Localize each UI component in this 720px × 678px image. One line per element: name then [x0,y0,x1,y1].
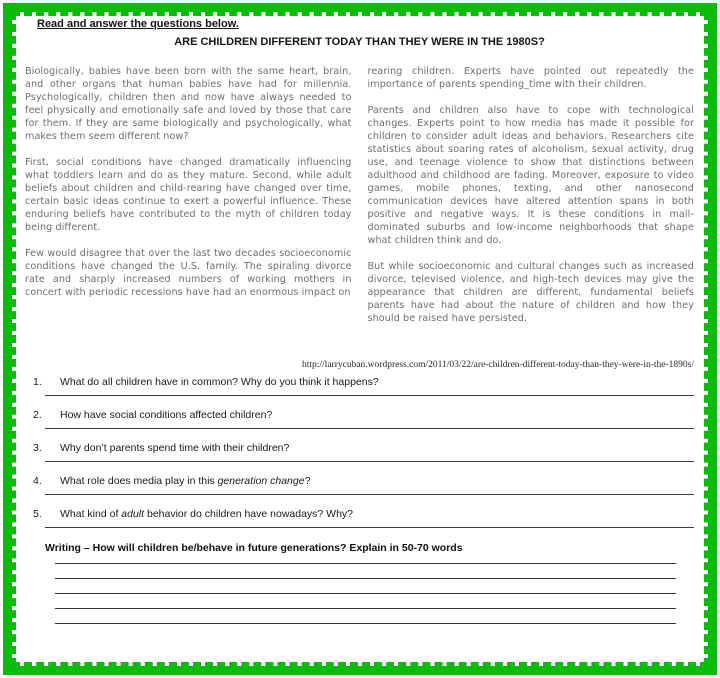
answer-line[interactable] [45,494,694,495]
question-number: 4. [33,475,42,487]
question-number: 1. [33,376,42,388]
writing-line[interactable] [55,608,676,609]
article-paragraph: But while socioeconomic and cultural changes such as increased divorce, televised violence, and high-tech devices may give the appearance that children are different, fundamental beliefs parents have had about the nature of children and how they should be raised have persisted. [367,261,694,324]
article-paragraph: Parents and children also have to cope with technological changes. Experts point to how media has made it possible for children to consider adult ideas and behaviors. Researchers cite statistics about soaring rates of alcoholism, sexual activity, drug use, and teenage violence to show that distinctions between adulthood and childhood are fading. Moreover, exposure to video games, mobile phones, texting, and other nanosecond communication devices have altered attention spans in both positive and negative ways. It is these conditions in mall-dominated suburbs and low-income neighborhoods that shape what children think and do. [367,105,694,246]
article-columns [25,65,694,357]
question-number: 2. [33,409,42,421]
question-text: What role does media play in this generation change? [60,475,311,487]
writing-line[interactable] [55,563,676,564]
question-item [33,508,694,528]
question-item [33,409,694,429]
writing-prompt: Writing – How will children be/behave in future generations? Explain in 50-70 words [45,542,463,554]
source-url[interactable]: http://larrycuban.wordpress.com/2011/03/22/are-children-different-today-than-they-were-in-the-1890s/ [301,360,694,370]
writing-answer-lines [55,563,676,624]
writing-line[interactable] [55,593,676,594]
writing-line[interactable] [55,578,676,579]
article-left-column [25,65,352,299]
question-text: What do all children have in common? Why do you think it happens? [60,376,379,388]
worksheet-title: ARE CHILDREN DIFFERENT TODAY THAN THEY WERE IN THE 1980S? [174,36,545,48]
question-number: 3. [33,442,42,454]
answer-line[interactable] [45,395,694,396]
article-paragraph: rearing children. Experts have pointed out repeatedly the importance of parents spending_time with their children. [367,66,694,90]
article-paragraph: Few would disagree that over the last two decades socioeconomic conditions have changed the U.S. family. The spiraling divorce rate and sharply increased numbers of working mothers in concert with periodic recessions have had an enormous impact on [25,248,352,298]
question-item [33,376,694,396]
question-text: What kind of adult behavior do children have nowadays? Why? [60,508,354,520]
question-item [33,475,694,495]
article-paragraph: First, social conditions have changed dramatically influencing what toddlers learn and do as they mature. Second, while adult beliefs about children and child-rearing have changed over time, certain basic ideas continue to exert a powerful influence. These enduring beliefs have contributed to the myth of children today being different. [25,157,352,233]
instruction-heading: Read and answer the questions below. [37,18,239,30]
question-item [33,442,694,462]
question-list [25,376,694,528]
question-text: How have social conditions affected children? [60,409,273,421]
worksheet-page [3,3,717,675]
question-text: Why don’t parents spend time with their children? [60,442,290,454]
page-content [12,12,708,666]
question-italic-phrase: adult [121,508,145,520]
article-right-column [368,65,695,325]
question-number: 5. [33,508,42,520]
answer-line[interactable] [45,461,694,462]
answer-line[interactable] [45,428,694,429]
question-italic-phrase: generation change [217,475,305,487]
writing-line[interactable] [55,623,676,624]
answer-line[interactable] [45,527,694,528]
article-paragraph: Biologically, babies have been born with the same heart, brain, and other organs that human babies have had for millennia. Psychologically, children then and now have always needed to feel physically and emotionally safe and loved by those that care for them. If they are same biologically and psychologically, what makes them seem different now? [25,66,352,142]
